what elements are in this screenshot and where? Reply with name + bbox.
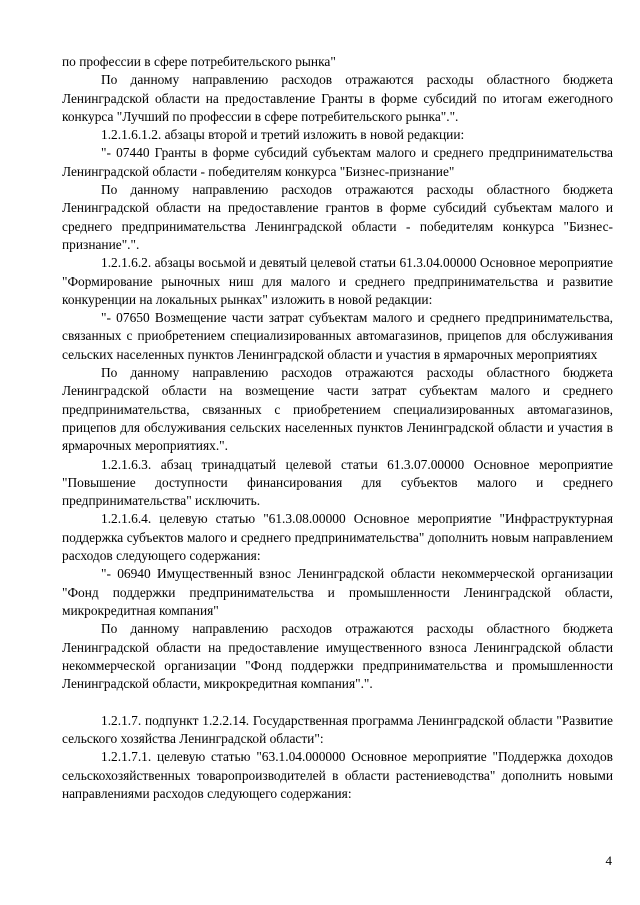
paragraph: "- 07650 Возмещение части затрат субъектам малого и среднего предпринимательства, связанных с приобретением специализированных автомагазинов, прицепов для обслуживания сельских населенных пунктов Ленинградской области и участия в ярмарочных мероприятиях xyxy=(62,310,613,362)
paragraph: 1.2.1.6.1.2. абзацы второй и третий изложить в новой редакции: xyxy=(101,127,465,143)
paragraph: По данному направлению расходов отражаются расходы областного бюджета Ленинградской области на предоставление Гранты в форме субсидий по итогам ежегодного конкурса "Лучший по профессии в сфере потребительского рынка".". xyxy=(62,72,613,124)
paragraph: 1.2.1.6.4. целевую статью "61.3.08.00000 Основное мероприятие "Инфраструктурная поддержка субъектов малого и среднего предпринимательства" дополнить новым направлением расходов следующего содержания: xyxy=(62,511,613,564)
paragraph: По данному направлению расходов отражаются расходы областного бюджета Ленинградской области на предоставление грантов в форме субсидий субъектам малого и среднего предпринимательства Ленинградской области - победителям конкурса "Бизнес-признание".". xyxy=(62,182,613,252)
paragraph: 1.2.1.7. подпункт 1.2.2.14. Государственная программа Ленинградской области "Развитие сельского хозяйства Ленинградской области": xyxy=(62,712,613,746)
paragraph: 1.2.1.7.1. целевую статью "63.1.04.000000 Основное мероприятие "Поддержка доходов сельскохозяйственных товаропроизводителей в области растениеводства" дополнить новыми направлениями расходов следующего содержания: xyxy=(62,749,613,801)
page-number: 4 xyxy=(605,853,612,868)
paragraph: По данному направлению расходов отражаются расходы областного бюджета Ленинградской области на возмещение части затрат субъектам малого и среднего предпринимательства, связанных с приобретением специализированных автомагазинов, прицепов для обслуживания сельских населенных пунктов Ленинградской области и участия в ярмарочных мероприятиях.". xyxy=(62,365,613,454)
paragraph: по профессии в сфере потребительского рынка" xyxy=(62,54,336,69)
paragraph: 1.2.1.6.2. абзацы восьмой и девятый целевой статьи 61.3.04.00000 Основное мероприятие "Формирование рыночных ниш для малого и среднего предпринимательства и развитие конкуренции на локальных рынках" изложить в новой редакции: xyxy=(62,255,613,307)
paragraph: По данному направлению расходов отражаются расходы областного бюджета Ленинградской области на предоставление имущественного взноса Ленинградской области некоммерческой организации "Фонд поддержки предпринимательства и промышленности Ленинградской области, микрокредитная компания".". xyxy=(62,621,613,692)
paragraph: 1.2.1.6.3. абзац тринадцатый целевой статьи 61.3.07.00000 Основное мероприятие "Повышение доступности финансирования для субъектов малого и среднего предпринимательства" исключить. xyxy=(62,456,613,509)
body-text xyxy=(62,53,613,803)
paragraph: "- 06940 Имущественный взнос Ленинградской области некоммерческой организации "Фонд поддержки предпринимательства и промышленности Ленинградской области, микрокредитная компания" xyxy=(62,566,613,618)
paragraph: "- 07440 Гранты в форме субсидий субъектам малого и среднего предпринимательства Ленинградской области - победителям конкурса "Бизнес-признание" xyxy=(62,145,613,179)
